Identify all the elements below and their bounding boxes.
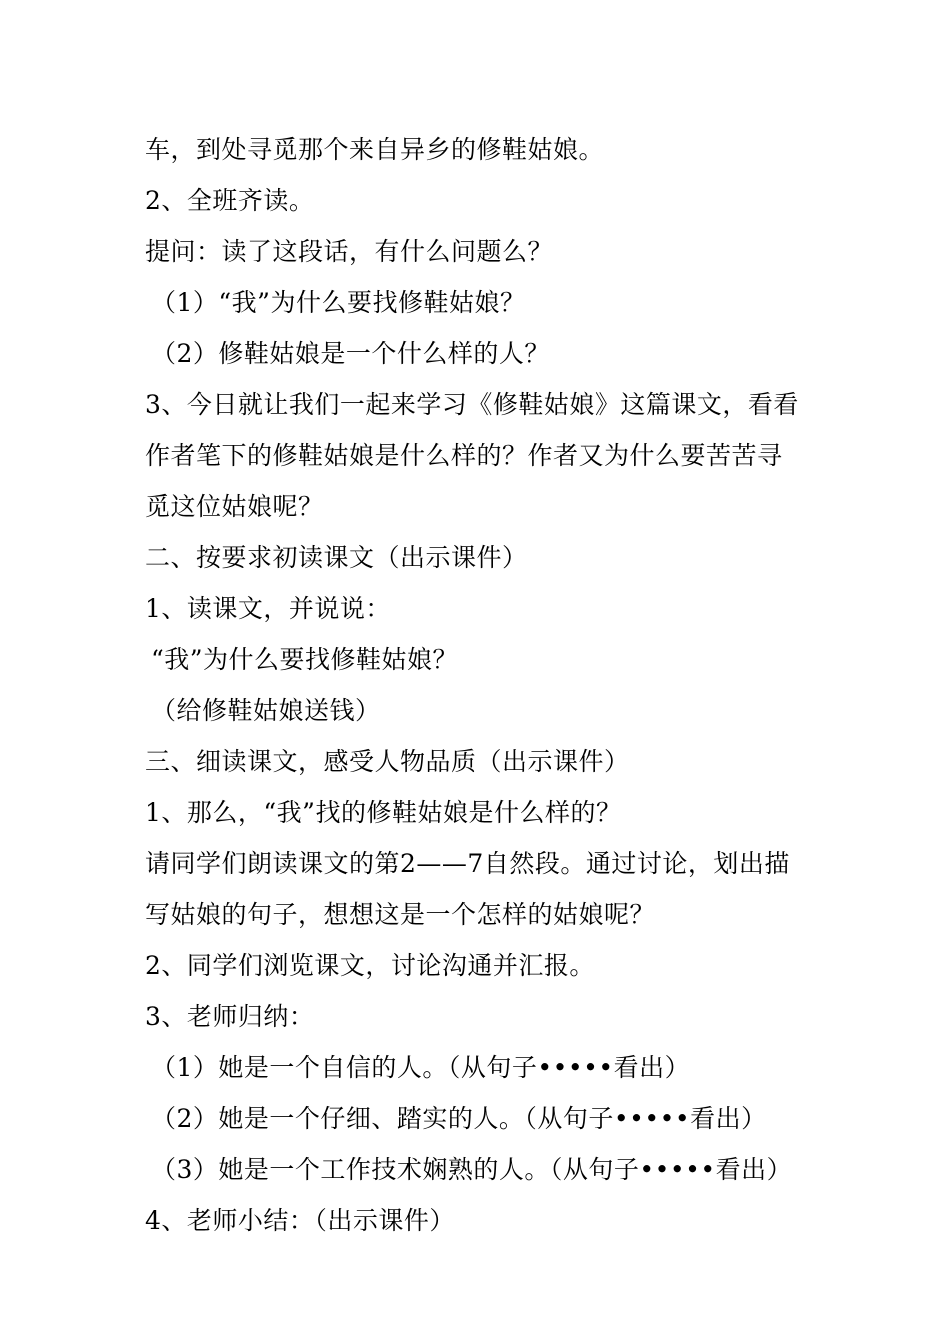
text-line: （1）“我”为什么要找修鞋姑娘？ bbox=[151, 288, 526, 317]
text-line: 请同学们朗读课文的第2——7自然段。通过讨论，划出描 bbox=[145, 849, 790, 878]
text-line: 3、老师归纳： bbox=[145, 1002, 315, 1031]
text-line: 车，到处寻觅那个来自异乡的修鞋姑娘。 bbox=[145, 135, 605, 164]
text-line: （2）她是一个仔细、踏实的人。（从句子•••••看出） bbox=[151, 1104, 767, 1133]
text-line: “我”为什么要找修鞋姑娘？ bbox=[151, 645, 459, 674]
section-heading: 二、按要求初读课文（出示课件） bbox=[145, 543, 528, 572]
text-line: 3、今日就让我们一起来学习《修鞋姑娘》这篇课文，看看 bbox=[145, 390, 799, 419]
text-line: 2、全班齐读。 bbox=[145, 186, 315, 215]
section-heading: 三、细读课文，感受人物品质（出示课件） bbox=[145, 747, 630, 776]
text-line: 1、那么，“我”找的修鞋姑娘是什么样的？ bbox=[145, 798, 622, 827]
text-line: 觅这位姑娘呢？ bbox=[145, 492, 324, 521]
text-line: 1、读课文，并说说： bbox=[145, 594, 391, 623]
text-line: （3）她是一个工作技术娴熟的人。（从句子•••••看出） bbox=[151, 1155, 793, 1184]
text-line: 写姑娘的句子，想想这是一个怎样的姑娘呢？ bbox=[145, 900, 656, 929]
text-line: （1）她是一个自信的人。（从句子•••••看出） bbox=[151, 1053, 691, 1082]
text-line: 4、老师小结：（出示课件） bbox=[145, 1206, 455, 1235]
document-body bbox=[145, 124, 825, 1246]
text-line: （给修鞋姑娘送钱） bbox=[151, 696, 381, 725]
text-line: 2、同学们浏览课文，讨论沟通并汇报。 bbox=[145, 951, 595, 980]
text-line: 提问：读了这段话，有什么问题么？ bbox=[145, 237, 554, 266]
text-line: 作者笔下的修鞋姑娘是什么样的？作者又为什么要苦苦寻 bbox=[145, 441, 783, 470]
text-line: （2）修鞋姑娘是一个什么样的人？ bbox=[151, 339, 550, 368]
